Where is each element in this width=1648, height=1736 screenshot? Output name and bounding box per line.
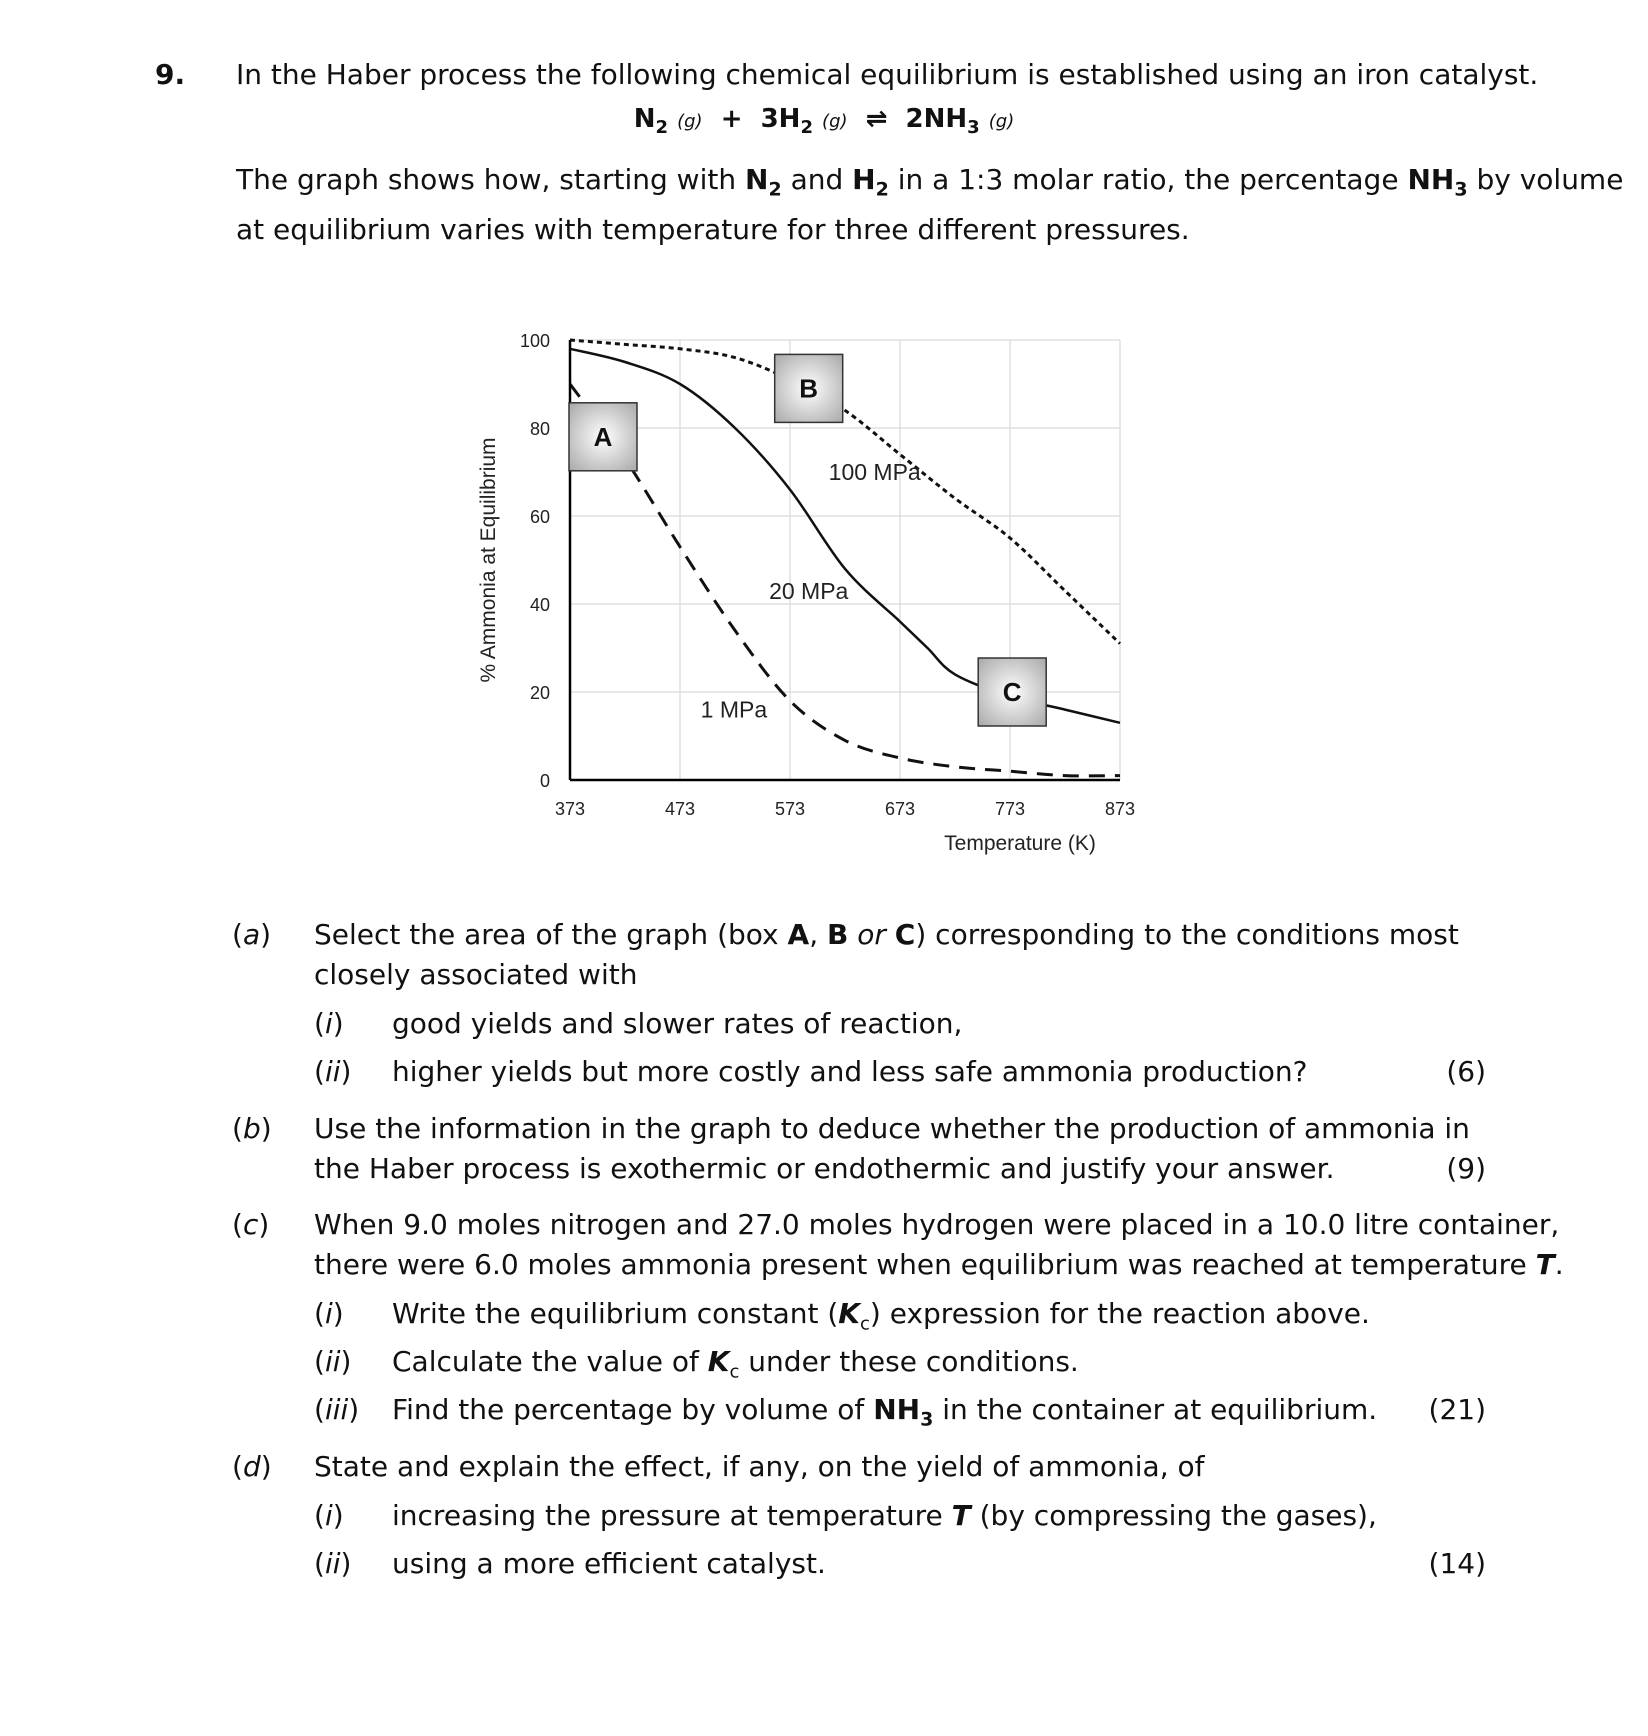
ammonia-equilibrium-chart [470, 320, 1230, 860]
chart-annotations [701, 459, 921, 723]
x-tick-label: 673 [884, 799, 916, 819]
y-axis-label: % Ammonia at Equilibrium [477, 437, 500, 683]
x-tick-label: 573 [774, 799, 806, 819]
x-tick-label: 773 [994, 799, 1026, 819]
y-tick-label: 100 [519, 331, 550, 351]
eq-nh3-sub: 3 [967, 117, 980, 139]
series-annotation: 20 MPa [769, 577, 849, 604]
part-c-text-1: When 9.0 moles nitrogen and 27.0 moles hydrogen were placed in a 10.0 litre container, [314, 1208, 1560, 1241]
question-description [236, 160, 1623, 250]
equation [0, 104, 1648, 138]
y-tick-label: 20 [529, 683, 550, 703]
question-intro: In the Haber process the following chemical equilibrium is established using an iron catalyst. [236, 58, 1539, 91]
eq-nh3: 2NH [905, 104, 968, 134]
equilibrium-arrow-icon: ⇌ [865, 104, 888, 134]
part-d-text-1: State and explain the effect, if any, on the yield of ammonia, of [314, 1450, 1205, 1483]
part-a-text-1: Select the area of the graph (box A, B or C) corresponding to the conditions most [314, 918, 1459, 951]
part-a-label: (a) [232, 918, 272, 951]
part-b-label: (b) [232, 1112, 272, 1145]
y-tick-label: 80 [529, 419, 550, 439]
part-c-text-2: there were 6.0 moles ammonia present when equilibrium was reached at temperature T. [314, 1248, 1564, 1281]
part-a-ii-text: higher yields but more costly and less safe ammonia production? [392, 1055, 1308, 1088]
series-annotation: 1 MPa [700, 696, 768, 723]
x-tick-label: 873 [1104, 799, 1136, 819]
part-a-text-2: closely associated with [314, 958, 638, 991]
eq-h2: 3H [760, 104, 801, 134]
part-c-ii-label: (ii) [314, 1345, 352, 1378]
part-c-iii-label: (iii) [314, 1393, 360, 1426]
part-d-label: (d) [232, 1450, 272, 1483]
x-tick-label: 473 [664, 799, 696, 819]
chart-boxes [569, 354, 1046, 726]
part-c-iii-text: Find the percentage by volume of $NH_3$ in the container at equilibrium. [392, 1393, 1378, 1431]
box-label-A: A [593, 421, 613, 452]
part-d-ii-text: using a more efficient catalyst. [392, 1547, 826, 1580]
eq-h2-sub: 2 [800, 117, 813, 139]
part-c-label: (c) [232, 1208, 270, 1241]
part-a-i-label: (i) [314, 1007, 344, 1040]
eq-n2: N [633, 104, 656, 134]
y-tick-label: 40 [529, 595, 550, 615]
x-tick-label: 373 [554, 799, 586, 819]
eq-h2-state: (g) [822, 111, 848, 132]
part-c-i-label: (i) [314, 1297, 344, 1330]
part-a-marks: (6) [1446, 1055, 1486, 1088]
desc-line-1: The graph shows how, starting with $N_2$ and $H_2$ in a 1:3 molar ratio, the percentage $NH_3$ by volume [236, 163, 1624, 201]
part-c-ii-text: Calculate the value of $K_c$ under these conditions. [392, 1345, 1079, 1383]
part-a-i-text: good yields and slower rates of reaction, [392, 1007, 963, 1040]
y-tick-label: 0 [539, 771, 550, 791]
part-c-marks: (21) [1428, 1393, 1486, 1426]
part-b-text-2: the Haber process is exothermic or endothermic and justify your answer. [314, 1152, 1335, 1185]
eq-plus: + [720, 104, 743, 134]
eq-nh3-state: (g) [988, 111, 1015, 132]
series-annotation: 100 MPa [828, 459, 921, 485]
question-number: 9. [155, 58, 186, 91]
part-c-i-text: Write the equilibrium constant $(K_c)$ expression for the reaction above. [392, 1297, 1370, 1335]
part-d-ii-label: (ii) [314, 1547, 352, 1580]
eq-n2-state: (g) [677, 111, 703, 132]
y-tick-label: 60 [529, 507, 550, 527]
part-d-i-label: (i) [314, 1499, 344, 1532]
box-label-C: C [1002, 677, 1022, 707]
eq-n2-sub: 2 [655, 117, 669, 139]
part-b-text-1: Use the information in the graph to deduce whether the production of ammonia in [314, 1112, 1470, 1145]
part-b-marks: (9) [1446, 1152, 1486, 1185]
desc-line-2: at equilibrium varies with temperature for three different pressures. [236, 212, 1190, 246]
box-label-B: B [799, 373, 819, 404]
part-d-i-text: increasing the pressure at temperature T (by compressing the gases), [392, 1499, 1377, 1532]
part-d-marks: (14) [1428, 1547, 1486, 1580]
part-a-ii-label: (ii) [314, 1055, 352, 1088]
x-axis-label: Temperature (K) [944, 832, 1096, 855]
